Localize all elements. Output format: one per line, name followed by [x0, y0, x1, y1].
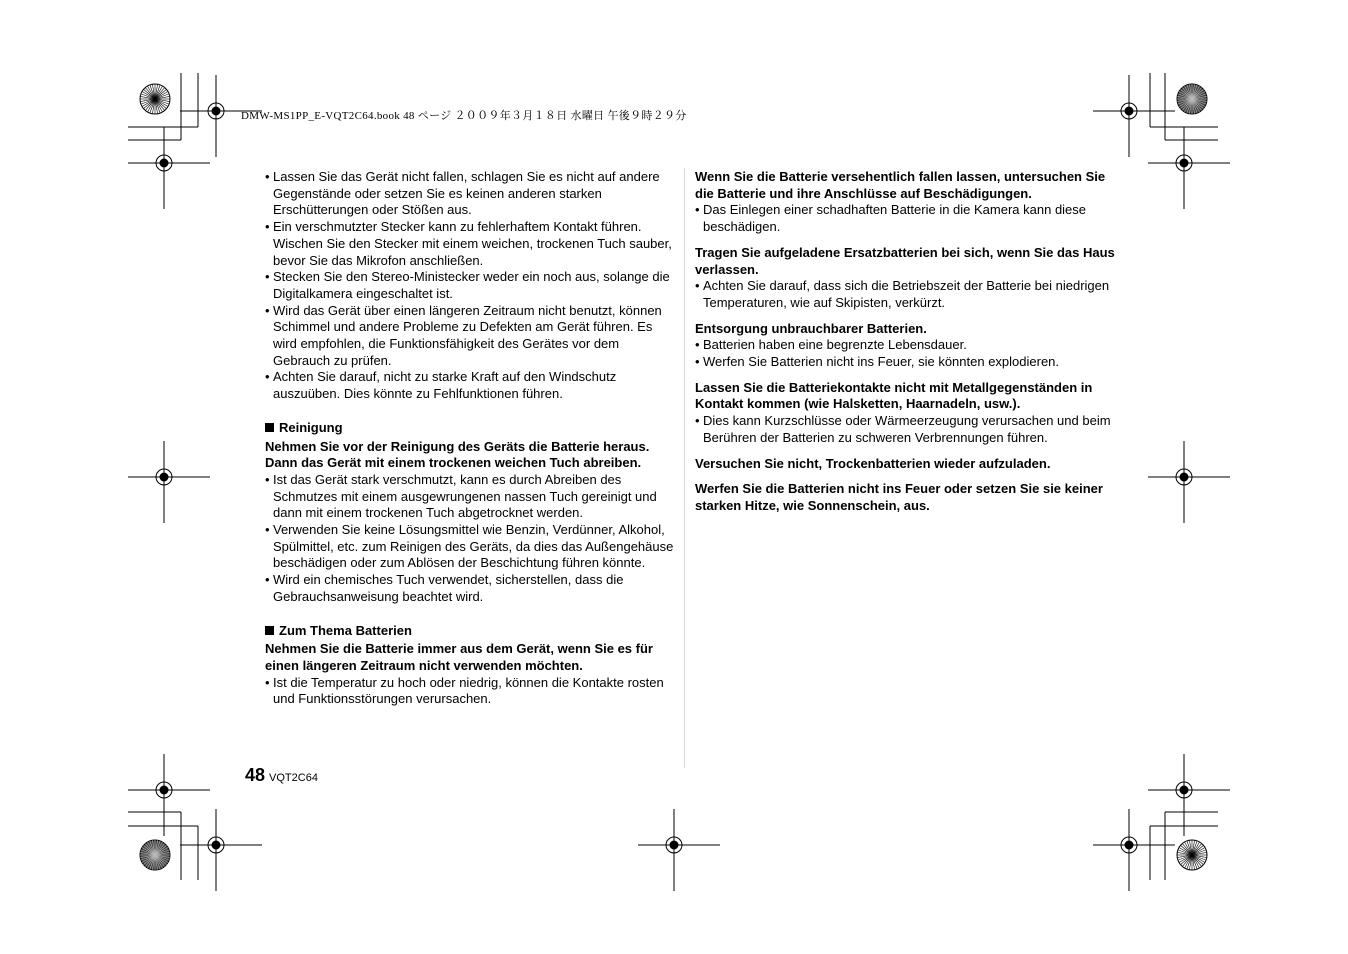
list-item: • Achten Sie darauf, nicht zu starke Kraft auf den Windschutz auszuüben. Dies könnte zu Fehlfunktionen führen. — [265, 369, 677, 402]
section-heading-label: Reinigung — [279, 419, 343, 435]
list-item: • Batterien haben eine begrenzte Lebensdauer. — [695, 337, 1115, 354]
intro-bullet-list — [265, 169, 677, 403]
list-item: • Achten Sie darauf, dass sich die Betriebszeit der Batterie bei niedrigen Temperaturen, wie auf Skipisten, verkürzt. — [695, 278, 1115, 311]
column-divider — [684, 168, 685, 768]
battery-block-list — [695, 278, 1115, 311]
crosshair-mark — [1093, 75, 1175, 157]
crosshair-mark — [1093, 809, 1175, 891]
crosshair-mark — [128, 441, 210, 523]
sunburst-mark — [1177, 84, 1207, 114]
battery-block-heading: Entsorgung unbrauchbarer Batterien. — [695, 320, 927, 336]
section-heading-batteries — [265, 623, 677, 640]
section-heading-cleaning — [265, 420, 677, 437]
batteries-instruction: Nehmen Sie die Batterie immer aus dem Gerät, wenn Sie es für einen längeren Zeitraum nicht verwenden möchten. — [265, 641, 653, 673]
sunburst-mark — [1177, 840, 1207, 870]
page-footer — [245, 765, 318, 786]
battery-block-heading: Versuchen Sie nicht, Trockenbatterien wieder aufzuladen. — [695, 455, 1051, 471]
document-code: VQT2C64 — [269, 772, 318, 784]
crosshair-mark — [1148, 441, 1230, 523]
battery-block-heading: Werfen Sie die Batterien nicht ins Feuer oder setzen Sie sie keiner starken Hitze, wie Sonnenschein, aus. — [695, 481, 1103, 513]
list-item: • Dies kann Kurzschlüsse oder Wärmeerzeugung verursachen und beim Berühren der Batterien zu schweren Verbrennungen führen. — [695, 413, 1115, 446]
list-item: • Lassen Sie das Gerät nicht fallen, schlagen Sie es nicht auf andere Gegenstände oder setzen Sie es keinen anderen starken Erschütterungen oder Stößen aus. — [265, 169, 677, 219]
battery-block-heading: Lassen Sie die Batteriekontakte nicht mit Metallgegenständen in Kontakt kommen (wie Halsketten, Haarnadeln, usw.). — [695, 379, 1093, 412]
square-bullet-icon — [265, 423, 274, 432]
list-item: • Stecken Sie den Stereo-Ministecker weder ein noch aus, solange die Digitalkamera eingeschaltet ist. — [265, 269, 677, 302]
sunburst-mark — [140, 840, 170, 870]
batteries-bullet-list — [265, 675, 677, 708]
right-column — [695, 169, 1115, 515]
list-item: • Ein verschmutzter Stecker kann zu fehlerhaftem Kontakt führen. Wischen Sie den Stecker mit einem weichen, trockenen Tuch sauber, bevor Sie das Mikrofon anschließen. — [265, 219, 677, 269]
battery-block — [695, 380, 1115, 447]
cleaning-instruction: Nehmen Sie vor der Reinigung des Geräts die Batterie heraus. Dann das Gerät mit einem trockenen weichen Tuch abreiben. — [265, 438, 650, 471]
crosshair-mark — [128, 754, 210, 836]
list-item: • Das Einlegen einer schadhaften Batterie in die Kamera kann diese beschädigen. — [695, 202, 1115, 235]
battery-block — [695, 481, 1115, 514]
cleaning-bullet-list — [265, 472, 677, 606]
battery-block-heading: Tragen Sie aufgeladene Ersatzbatterien bei sich, wenn Sie das Haus verlassen. — [695, 244, 1115, 277]
crosshair-mark — [638, 809, 720, 891]
crosshair-mark — [128, 127, 210, 209]
battery-block-list — [695, 337, 1115, 370]
left-column — [265, 169, 677, 708]
list-item: • Verwenden Sie keine Lösungsmittel wie Benzin, Verdünner, Alkohol, Spülmittel, etc. zum Reinigen des Geräts, da dies das Außengehäuse beschädigen oder zum Ablösen der Beschichtung führen könnte. — [265, 522, 677, 572]
battery-block — [695, 245, 1115, 312]
sunburst-mark — [140, 84, 170, 114]
section-heading-label: Zum Thema Batterien — [279, 622, 412, 638]
battery-block — [695, 169, 1115, 236]
list-item: • Ist die Temperatur zu hoch oder niedrig, können die Kontakte rosten und Funktionsstörungen verursachen. — [265, 675, 677, 708]
list-item: • Werfen Sie Batterien nicht ins Feuer, sie könnten explodieren. — [695, 354, 1115, 371]
square-bullet-icon — [265, 626, 274, 635]
crosshair-mark — [1148, 127, 1230, 209]
crosshair-mark — [1148, 754, 1230, 836]
list-item: • Wird das Gerät über einen längeren Zeitraum nicht benutzt, können Schimmel und andere Probleme zu Defekten am Gerät führen. Es wird empfohlen, die Funktionsfähigkeit des Gerätes vor dem Gebrauch zu prüfen. — [265, 303, 677, 370]
list-item: • Ist das Gerät stark verschmutzt, kann es durch Abreiben des Schmutzes mit einem ausgewrungenen nassen Tuch gereinigt und dann mit einem trockenen Tuch abgetrocknet werden. — [265, 472, 677, 522]
battery-block-heading: Wenn Sie die Batterie versehentlich fallen lassen, untersuchen Sie die Batterie und ihre Anschlüsse auf Beschädigungen. — [695, 169, 1106, 201]
battery-block — [695, 321, 1115, 371]
page-number: 48 — [245, 765, 266, 785]
battery-block-list — [695, 202, 1115, 235]
battery-block-list — [695, 413, 1115, 446]
print-header: DMW-MS1PP_E-VQT2C64.book 48 ページ ２００９年３月１８日 水曜日 午後９時２９分 — [241, 110, 687, 122]
crosshair-mark — [180, 809, 262, 891]
list-item: • Wird ein chemisches Tuch verwendet, sicherstellen, dass die Gebrauchsanweisung beachtet wird. — [265, 572, 677, 605]
battery-block — [695, 456, 1115, 473]
